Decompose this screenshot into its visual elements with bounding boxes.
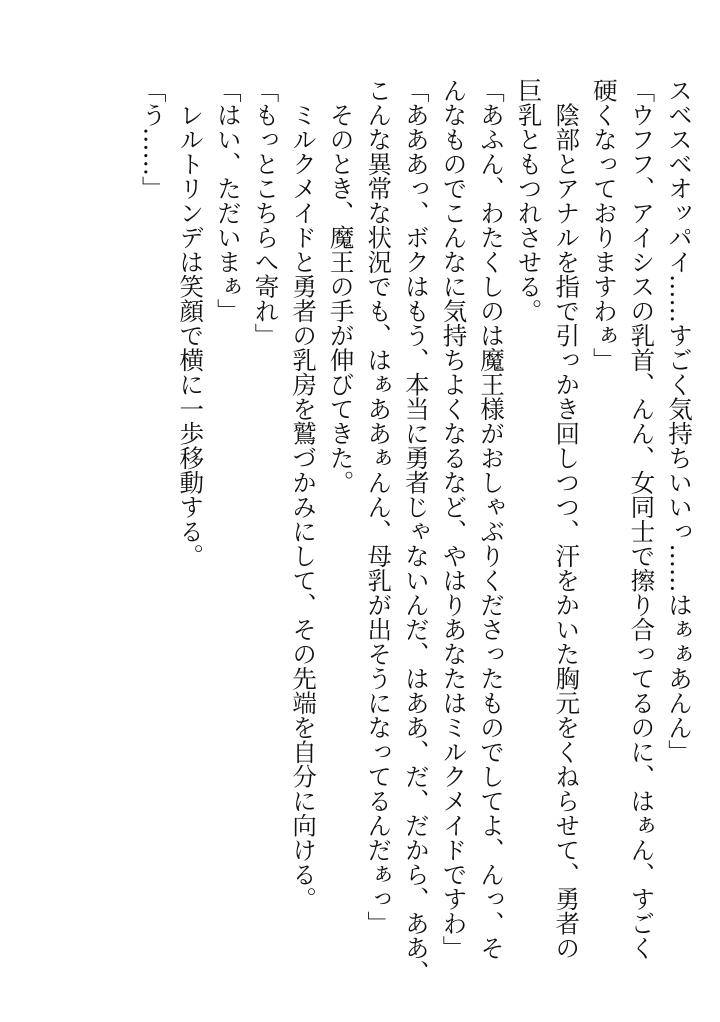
text-line: 硬くなっておりますわぁ」 [589, 78, 619, 372]
text-line: 「はい、ただいまぁ」 [213, 78, 243, 323]
text-line: 「もっとこちらへ寄れ」 [251, 78, 281, 348]
vertical-text-body [134, 78, 698, 985]
text-line: 「あああっ、ボクはもう、本当に勇者じゃないんだ、はああ、だ、だから、ああ、 [401, 78, 431, 985]
text-line: ミルクメイドと勇者の乳房を鷲づかみにして、その先端を自分に向ける。 [289, 78, 319, 911]
text-line: んなものでこんなに気持ちよくなるなど、やはりあなたはミルクメイドですわ」 [439, 78, 469, 960]
text-line: 巨乳ともつれさせる。 [514, 78, 544, 323]
text-line: スベスベオッパイ……すごく気持ちいいっ……はぁぁあんん」 [665, 78, 694, 764]
text-line: 「ウフフ、アイシスの乳首、んん、女同士で擦り合ってるのに、はぁん、すごく [627, 78, 657, 960]
text-line: 「あふん、わたくしのは魔王様がおしゃぶりくださったものでしてよ、んっ、そ [477, 78, 507, 960]
text-line: こんな異常な状況でも、はぁああぁんん、母乳が出そうになってるんだぁっ」 [364, 78, 394, 936]
text-line: レルトリンデは笑顔で横に一歩移動する。 [176, 78, 206, 568]
text-line: そのとき、魔王の手が伸びてきた。 [326, 78, 356, 495]
text-line: 「う……」 [138, 78, 168, 201]
text-line: 陰部とアナルを指で引っかき回しつつ、汗をかいた胸元をくねらせて、勇者の [552, 78, 582, 960]
